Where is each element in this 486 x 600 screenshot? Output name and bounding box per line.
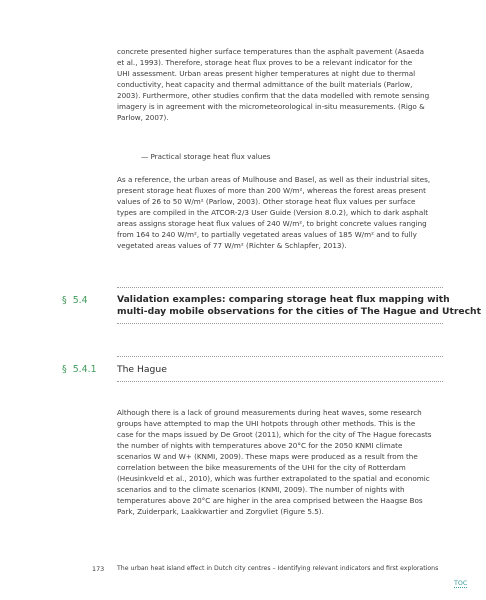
subsection-title <box>117 364 443 376</box>
section-number-value: 5.4 <box>72 295 88 306</box>
text-line: present storage heat fluxes of more than 200 W/m², whereas the forest areas present <box>117 186 426 195</box>
text-line: concrete presented higher surface temperatures than the asphalt pavement (Asaeda <box>117 47 425 56</box>
page-number: 173 <box>92 565 105 573</box>
text-line: values of 26 to 50 W/m² (Parlow, 2003). Other storage heat flux values per surface <box>117 197 416 206</box>
toc-link[interactable]: TOC <box>454 579 468 587</box>
text-line: scenarios and to the climate scenarios (KNMI, 2009). The number of nights with <box>117 485 405 494</box>
text-line: Park, Zuiderpark, Laakkwartier and Zorgvliet (Figure 5.5). <box>117 507 324 516</box>
text-line: As a reference, the urban areas of Mulhouse and Basel, as well as their industrial sites, <box>117 175 431 184</box>
section-number <box>62 295 88 306</box>
text-line: groups have attempted to map the UHI hotpots through other methods. This is the <box>117 419 416 428</box>
text-line: correlation between the bike measurements of the UHI for the city of Rotterdam <box>117 463 406 472</box>
section-title <box>117 294 481 318</box>
running-title: The urban heat island effect in Dutch city centres – Identifying relevant indicators and first explorations <box>117 565 439 572</box>
subsection-divider-bottom <box>117 381 443 382</box>
hague-paragraph <box>117 407 443 517</box>
section-sign: § <box>62 364 67 375</box>
text-line: scenarios W and W+ (KNMI, 2009). These maps were produced as a result from the <box>117 452 418 461</box>
intro-paragraph <box>117 46 443 123</box>
subsection-divider-top <box>117 356 443 357</box>
text-line: Parlow, 2007). <box>117 113 169 122</box>
section-sign: § <box>62 295 67 306</box>
practical-values-paragraph <box>117 174 443 251</box>
text-line: 2003). Furthermore, other studies confirm that the data modelled with remote sensing <box>117 91 430 100</box>
bullet-heading: — Practical storage heat flux values <box>141 152 271 161</box>
section-title-line: multi-day mobile observations for the cities of The Hague and Utrecht <box>117 306 481 317</box>
section-title-line: Validation examples: comparing storage heat flux mapping with <box>117 294 450 305</box>
text-line: from 164 to 240 W/m², to partially vegetated areas values of 185 W/m² and to fully <box>117 230 417 239</box>
text-line: (Heusinkveld et al., 2010), which was further extrapolated to the spatial and economic <box>117 474 430 483</box>
text-line: vegetated areas values of 77 W/m² (Richter & Schlapfer, 2013). <box>117 241 347 250</box>
text-line: case for the maps issued by De Groot (2011), which for the city of The Hague forecasts <box>117 430 432 439</box>
text-line: imagery is in agreement with the micrometeorological in-situ measurements. (Rigo & <box>117 102 425 111</box>
section-divider-top <box>117 287 443 288</box>
text-line: UHI assessment. Urban areas present higher temperatures at night due to thermal <box>117 69 416 78</box>
section-divider-bottom <box>117 323 443 324</box>
text-line: the number of nights with temperatures above 20°C for the 2050 KNMI climate <box>117 441 403 450</box>
text-line: types are compiled in the ATCOR-2/3 User Guide (Version 8.0.2), which to dark asphalt <box>117 208 429 217</box>
text-line: temperatures above 20°C are higher in the area comprised between the Haagse Bos <box>117 496 423 505</box>
text-line: areas assigns storage heat flux values of 240 W/m², to bright concrete values ranging <box>117 219 427 228</box>
subsection-number-value: 5.4.1 <box>72 364 97 375</box>
text-line: et al., 1993). Therefore, storage heat flux proves to be a relevant indicator for the <box>117 58 413 67</box>
subsection-title-text: The Hague <box>117 364 167 375</box>
text-line: Although there is a lack of ground measurements during heat waves, some research <box>117 408 422 417</box>
text-line: conductivity, heat capacity and thermal admittance of the built materials (Parlow, <box>117 80 413 89</box>
subsection-number <box>62 364 97 375</box>
